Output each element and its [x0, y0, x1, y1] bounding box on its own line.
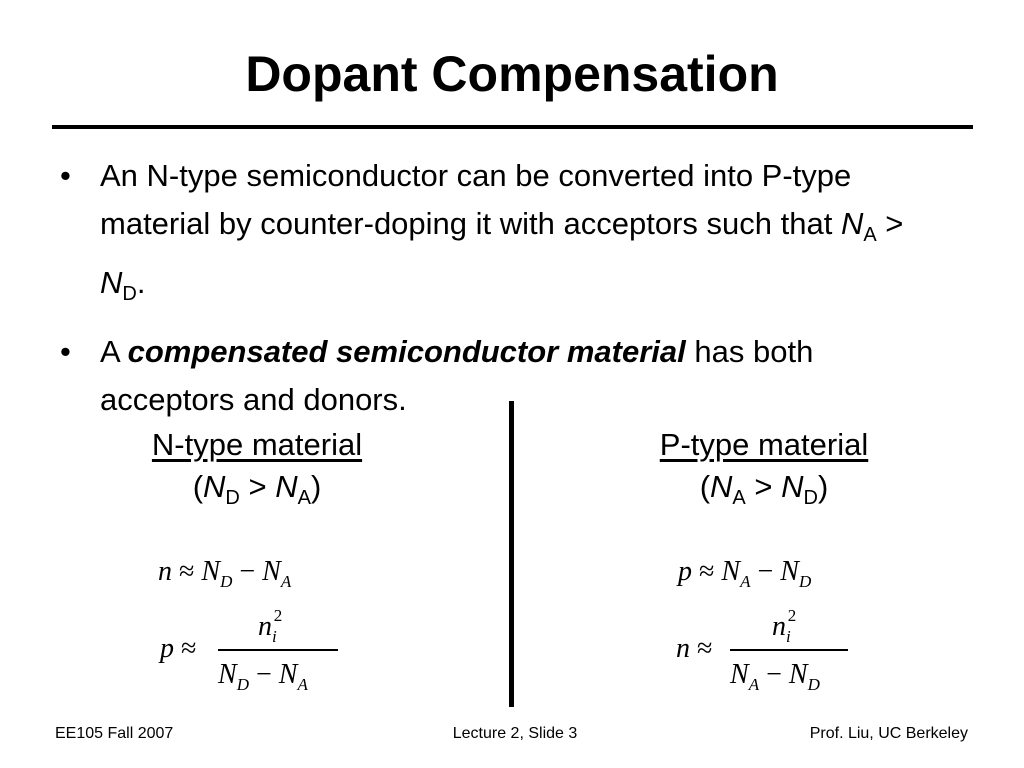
- subscript: A: [297, 487, 311, 510]
- emphasis-text: compensated semiconductor material: [127, 334, 686, 370]
- fraction-bar: [218, 649, 338, 651]
- p-type-column: [599, 424, 929, 519]
- math-op: ≈: [174, 633, 197, 664]
- bullet-text: has both acceptors and donors.: [100, 334, 814, 418]
- math-var: N: [278, 659, 298, 690]
- bullet-dot-icon: •: [60, 334, 71, 370]
- math-lhs: [160, 633, 196, 665]
- subscript: D: [225, 487, 240, 510]
- paren: (: [699, 469, 711, 504]
- math-op: ≈: [690, 633, 713, 664]
- bullet-dot-icon: •: [60, 158, 71, 193]
- math-op: ≈: [692, 556, 722, 587]
- math-op: −: [750, 556, 781, 587]
- math-sub: D: [798, 572, 812, 591]
- math-sub: i: [272, 627, 277, 646]
- symbol-n: N: [203, 469, 226, 504]
- n-type-equation-n: [158, 556, 291, 592]
- paren: ): [310, 469, 322, 504]
- column-divider: [509, 401, 514, 707]
- p-type-heading: P-type material: [659, 427, 869, 462]
- footer-slide-number: Lecture 2, Slide 3: [452, 725, 578, 742]
- bullet-item: [56, 152, 956, 318]
- math-op: −: [248, 659, 279, 690]
- math-var: N: [721, 556, 741, 587]
- math-sub: A: [280, 572, 292, 591]
- symbol-n: N: [781, 469, 804, 504]
- period: .: [136, 265, 146, 301]
- math-op: ≈: [172, 556, 202, 587]
- math-sub: A: [297, 675, 308, 694]
- math-sub: A: [748, 675, 760, 694]
- symbol-n: N: [710, 469, 733, 504]
- paren: ): [817, 469, 829, 504]
- math-op: −: [759, 659, 789, 690]
- operator: >: [239, 469, 276, 504]
- n-type-equation-p: [160, 600, 360, 700]
- p-type-condition: [599, 466, 929, 519]
- math-var: N: [788, 659, 808, 690]
- n-type-heading: N-type material: [151, 427, 363, 462]
- math-var: n: [158, 556, 172, 587]
- math-var: N: [218, 659, 237, 690]
- symbol-n: N: [275, 469, 298, 504]
- footer-course: EE105 Fall 2007: [55, 725, 174, 742]
- footer-author: Prof. Liu, UC Berkeley: [809, 725, 968, 742]
- math-var: N: [201, 556, 221, 587]
- math-sub: D: [220, 572, 233, 591]
- bullet-text: An N-type semiconductor can be converted into P-type material by counter-doping it with acceptors such that: [100, 158, 852, 241]
- p-type-equation-p: [678, 556, 811, 592]
- math-denominator: [730, 659, 820, 695]
- paren: (: [192, 469, 204, 504]
- math-sub: D: [236, 675, 249, 694]
- symbol-n: N: [100, 265, 123, 301]
- math-var: n: [676, 633, 690, 664]
- math-var: N: [730, 659, 749, 690]
- subscript: A: [863, 224, 877, 247]
- math-sub: i: [786, 627, 791, 646]
- bullet-text: A: [100, 334, 128, 370]
- math-var: n: [258, 611, 272, 642]
- fraction-bar: [730, 649, 848, 651]
- math-var: n: [772, 611, 786, 642]
- math-sub: D: [807, 675, 820, 694]
- title-underline: [52, 125, 973, 129]
- math-denominator: [218, 659, 308, 695]
- n-type-condition: [92, 466, 422, 519]
- operator: >: [745, 469, 782, 504]
- math-var: p: [678, 556, 692, 587]
- slide-title: Dopant Compensation: [245, 46, 779, 102]
- subscript: D: [122, 283, 137, 306]
- math-sub: A: [740, 572, 751, 591]
- p-type-equation-n: [676, 600, 876, 700]
- symbol-n: N: [840, 206, 864, 241]
- math-sup: 2: [273, 606, 283, 625]
- math-sup: 2: [787, 606, 797, 625]
- math-var: p: [160, 633, 174, 664]
- operator: >: [876, 206, 904, 241]
- subscript: A: [732, 487, 746, 510]
- subscript: D: [803, 487, 818, 510]
- math-var: N: [262, 556, 281, 587]
- bullet-list: [56, 152, 956, 434]
- bullet-item: [56, 328, 956, 424]
- math-op: −: [232, 556, 263, 587]
- n-type-column: [92, 424, 422, 519]
- math-var: N: [780, 556, 799, 587]
- math-numerator: [772, 606, 796, 647]
- math-numerator: [258, 606, 282, 647]
- math-lhs: [676, 633, 712, 665]
